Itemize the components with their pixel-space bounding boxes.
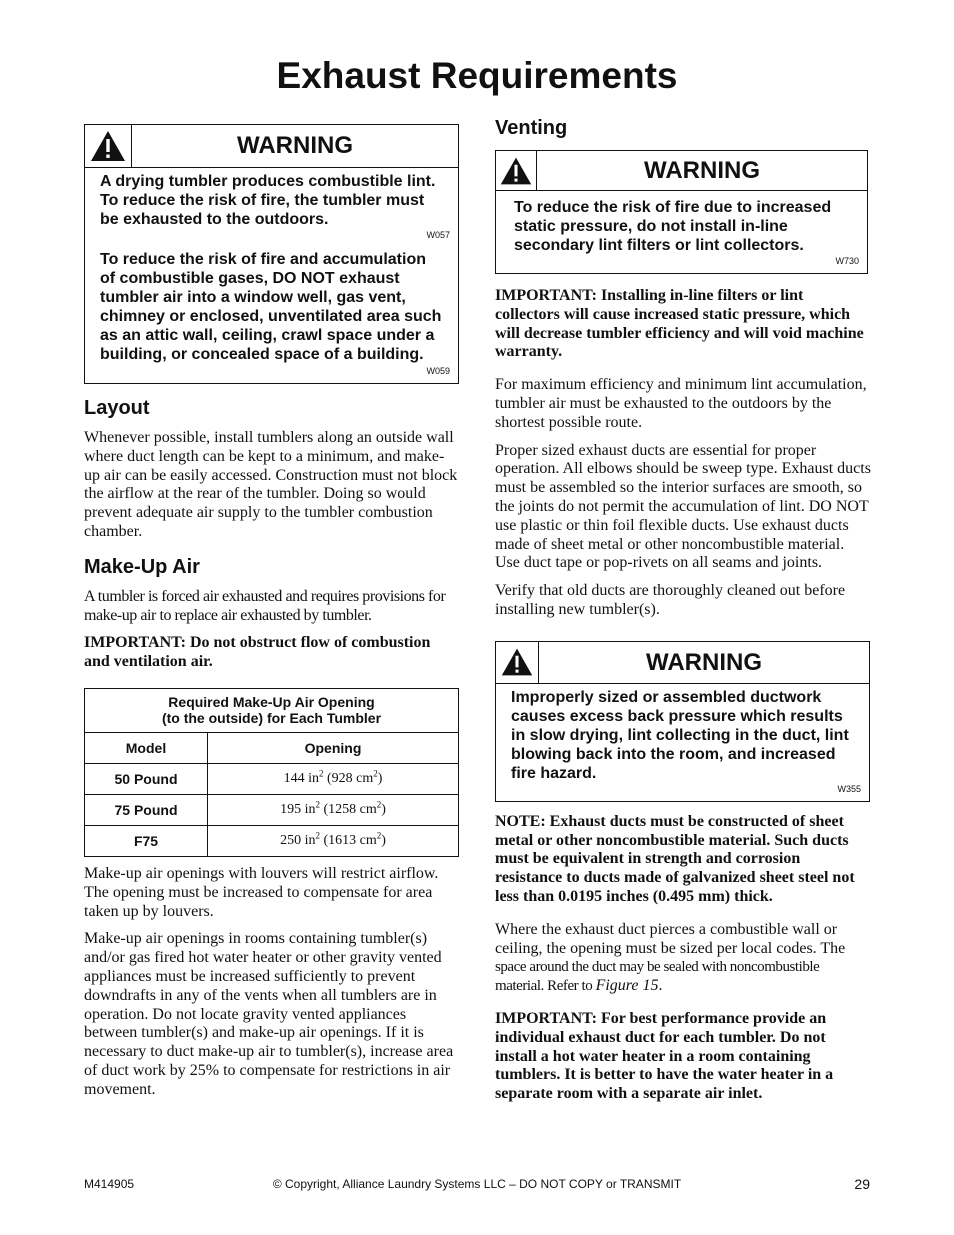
table-cell-opening: 250 $in^2$ (1613 $cm^2$) [208,825,459,856]
copyright: © Copyright, Alliance Laundry Systems LLC – DO NOT COPY or TRANSMIT [272,1177,682,1191]
table-cell-opening: 195 $in^2$ (1258 $cm^2$) [208,794,459,825]
venting-heading: Venting [495,117,568,139]
warning-box-ductwork [495,641,870,802]
makeup-paragraph: A tumbler is forced air exhausted and requires provisions for make-up air to replace air exhausted by tumbler. [84,587,446,624]
table-header-opening: Opening [208,732,459,763]
figure-reference: Figure 15 [595,977,659,995]
venting-paragraph: Where the exhaust duct pierces a combustible wall or ceiling, the opening must be sized per local codes. The space around the duct may be sealed with noncombustible material. Refer to Figure 15. [495,920,846,995]
table-caption [85,688,459,732]
warning-header [85,125,458,168]
warning-title: WARNING [646,648,762,676]
doc-number: M414905 [84,1177,135,1191]
warning-header [496,642,869,684]
table-cell-model: F75 [85,825,208,856]
warning-triangle-icon [496,642,539,683]
warning-box-static-pressure [495,150,868,274]
makeup-louvers-paragraph: Make-up air openings with louvers will restrict airflow. The opening must be increased to compensate for area taken up by louvers. [84,864,439,920]
venting-important: IMPORTANT: For best performance provide an individual exhaust duct for each tumbler. Do not install a hot water heater in a room containing tumblers. It is better to have the water heater in a separate room with a separate air inlet. [495,1009,834,1103]
warning-body [496,684,869,801]
warning-title: WARNING [237,132,353,159]
warning-code: W057 [426,230,450,240]
makeup-air-heading: Make-Up Air [84,555,200,578]
warning-text: To reduce the risk of fire and accumulation of combustible gases, DO NOT exhaust tumbler air into a window well, gas vent, chimney or enclosed, unventilated area such as an attic wall, ceiling, crawl space under a building, or concealed space of a building. [100,251,442,363]
venting-paragraph: Verify that old ducts are thoroughly cleaned out before installing new tumbler(s). [495,582,846,618]
warning-code: W355 [837,783,861,794]
venting-important: IMPORTANT: Installing in-line filters or lint collectors will cause increased static pressure, which will decrease tumbler efficiency and will void machine warranty. [495,287,864,361]
table-cell-model: 75 Pound [85,794,208,825]
warning-text: To reduce the risk of fire due to increased static pressure, do not install in-line secondary lint filters or lint collectors. [514,199,832,254]
table-cell-opening: 144 $in^2$ (928 $cm^2$) [208,763,459,794]
warning-body [496,191,867,273]
warning-triangle-icon [496,151,537,190]
page-title: Exhaust Requirements [276,55,678,96]
venting-note: NOTE: Exhaust ducts must be constructed of sheet metal or other noncombustible material. Such ducts must be equivalent in strength and corrosion resistance to ducts made of galvanized sheet steel not less than 0.0195 inches (0.495 mm) thick. [495,812,855,905]
makeup-rooms-paragraph: Make-up air openings in rooms containing tumbler(s) and/or gas fired hot water heater or other gravity vented appliances must be increased sufficiently to prevent downdrafts in any of the vents when all tumblers are in operation. Do not locate gravity vented appliances between tumbler(s) and make-up air openings. If it is necessary to duct make-up air to tumbler(s), increase area of duct work by 25% to compensate for restrictions in air movement. [84,930,454,1098]
table-caption-line: (to the outside) for Each Tumbler [161,709,382,726]
left-column [84,124,459,1100]
table-row [85,825,459,856]
table-row [85,763,459,794]
makeup-air-table [84,688,459,857]
warning-box-lint [84,124,459,384]
table-caption-line: Required Make-Up Air Opening [168,693,375,710]
table-row [85,794,459,825]
warning-text: A drying tumbler produces combustible lint. To reduce the risk of fire, the tumbler must be exhausted to the outdoors. [100,173,436,228]
warning-code: W059 [426,366,450,376]
warning-code: W730 [835,256,859,266]
layout-paragraph: Whenever possible, install tumblers along an outside wall where duct length can be kept to a minimum, and make-up air can be easily accessed. Construction must not block the airflow at the rear of the tumbler. Doing so would prevent adequate air supply to the tumbler combustion chamber. [84,429,458,540]
right-column [495,116,871,1104]
makeup-important: IMPORTANT: Do not obstruct flow of combustion and ventilation air. [84,634,431,671]
warning-header [496,151,867,191]
layout-heading: Layout [84,397,150,419]
warning-text: Improperly sized or assembled ductwork causes excess back pressure which results in slow drying, lint collecting in the duct, lint blowing back into the room, and increased fire hazard. [511,688,849,782]
warning-title: WARNING [644,157,760,184]
table-cell-model: 50 Pound [85,763,208,794]
table-header-model: Model [85,732,208,763]
page-number: 29 [854,1176,870,1192]
warning-body [85,168,458,383]
warning-triangle-icon [85,125,132,167]
venting-paragraph: For maximum efficiency and minimum lint accumulation, tumbler air must be exhausted to the outdoors by the shortest possible route. [495,376,867,431]
venting-paragraph: Proper sized exhaust ducts are essential for proper operation. All elbows should be sweep type. Exhaust ducts must be assembled so the interior surfaces are smooth, so the joints do not permit the accumulation of lint. DO NOT use plastic or thin foil flexible ducts. Use exhaust ducts made of sheet metal or other noncombustible material. Use duct tape or pop-rivets on all seams and joints. [495,441,871,572]
